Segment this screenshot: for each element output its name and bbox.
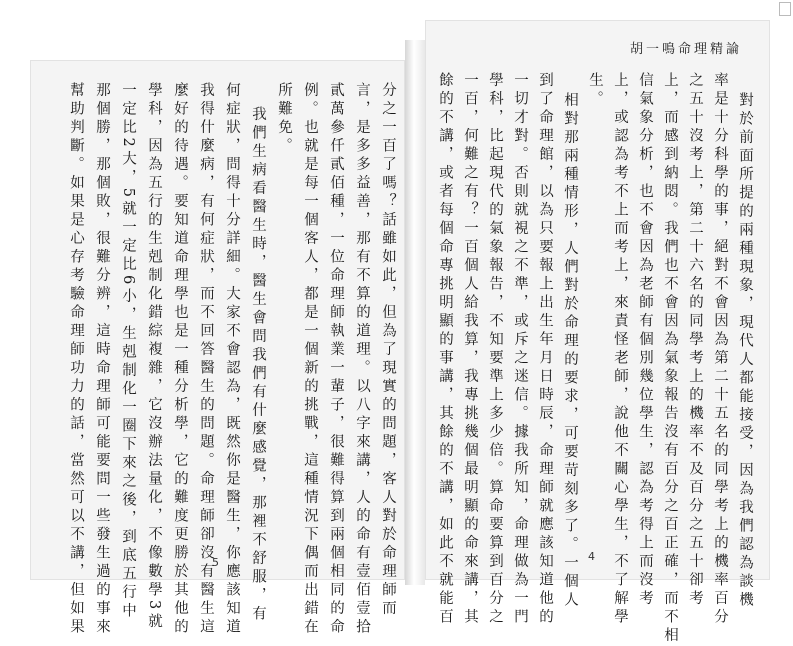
right-column-11: 學科，比起現代的氣象報告，不知要準上多少倍。算命要算到百分之 xyxy=(487,72,503,627)
left-page xyxy=(30,60,405,637)
right-page xyxy=(425,20,770,646)
left-column-8: 我得什麼病，有何症狀，而不回答醫生的問題。命理師卻沒有醫生這 xyxy=(198,82,214,637)
left-column-9: 麼好的待遇。要知道命理學也是一種分析學，它的難度更勝於其他的 xyxy=(172,82,188,637)
right-column-12: 一百，何難之有？一百個人給我算，我專挑幾個最明顯的命來講，其 xyxy=(462,72,478,627)
right-column-7: 生。 xyxy=(587,72,603,109)
right-column-5: 信氣象分析，也不會因為老師有個別幾位學生，認為考得上而沒考 xyxy=(637,72,653,609)
left-column-4: 例。也就是每一個客人，都是一個新的挑戰，這種情況下偶而出錯在 xyxy=(302,82,318,637)
left-column-3: 貳萬參仟貳佰種，一位命理師執業一輩子，很難得算到兩個相同的命 xyxy=(328,82,344,637)
right-column-6: 上，或認為考不上而考上，來責怪老師，說他不關心學生，不了解學 xyxy=(612,72,628,627)
left-column-11: 一定比2大，5就一定比6小，生剋制化一圈下來之後，到底五行中 xyxy=(120,82,136,622)
left-column-2: 言，是多多益善，那有不算的道理。以八字來講，人的命有壹佰壹拾 xyxy=(354,82,370,637)
book-gutter xyxy=(405,40,425,585)
right-column-3: 之五十沒考上，第二十六名的同學考上的機率不及百分之五十卻考 xyxy=(687,72,703,609)
left-column-12: 那個勝，那個敗，很難分辨，這時命理師可能要問一些發生過的事來 xyxy=(94,82,110,637)
right-column-13: 餘的不講，或者每個命專挑明顯的事講，其餘的不講，如此不就能百 xyxy=(437,72,453,627)
left-column-5: 所難免。 xyxy=(276,82,292,156)
right-column-9: 到了命理館，以為只要報上出生年月日時辰，命理師就應該知道他的 xyxy=(537,72,553,627)
page-number: 4 xyxy=(588,550,595,563)
right-column-1: 對於前面所提的兩種現象，現代人都能接受，因為我們認為談機 xyxy=(737,92,753,610)
right-column-4: 上，而感到納悶。我們也不會因為氣象報告沒有百分之百正確，而不相 xyxy=(662,72,678,646)
left-column-1: 分之一百了嗎？話雖如此，但為了現實的問題，客人對於命理師而 xyxy=(380,82,396,619)
page-corner-icon xyxy=(779,2,791,16)
running-head: 胡一鳴命理精論 xyxy=(629,42,742,57)
right-column-2: 率是十分科學的事，絕對不會因為第二十五名的同學考上的機率百分 xyxy=(712,72,728,627)
left-column-7: 何症狀，問得十分詳細。大家不會認為，既然你是醫生，你應該知道 xyxy=(224,82,240,637)
left-column-10: 學科，因為五行的生剋制化錯綜複雜，它沒辦法量化，不像數學3就 xyxy=(146,82,162,632)
right-column-8: 相對那兩種情形，人們對於命理的要求，可要苛刻多了。一個人 xyxy=(562,92,578,610)
left-column-13: 幫助判斷。如果是心存考驗命理師功力的話，當然可以不講，但如果 xyxy=(68,82,84,637)
page-number: 5 xyxy=(212,556,219,569)
left-column-6: 我們生病看醫生時，醫生會問我們有什麼感覺，那裡不舒服，有 xyxy=(250,106,266,624)
right-column-10: 一切才對。否則就視之不準，或斥之迷信。據我所知，命理做為一門 xyxy=(512,72,528,627)
